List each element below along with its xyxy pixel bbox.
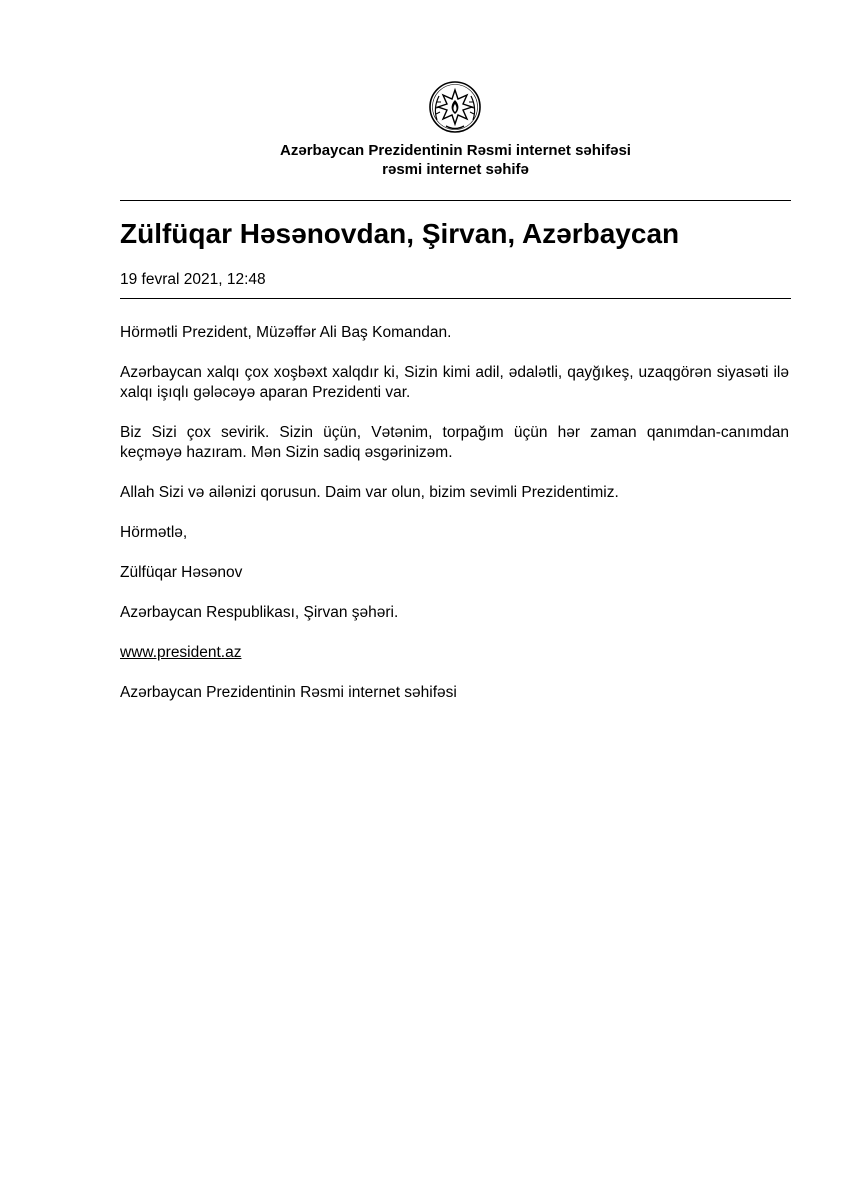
author-name: Zülfüqar Həsənov bbox=[120, 564, 243, 581]
site-header bbox=[120, 141, 791, 179]
article-title: Zülfüqar Həsənovdan, Şirvan, Azərbaycan bbox=[120, 218, 680, 249]
azerbaijan-state-emblem-icon bbox=[427, 80, 483, 136]
website-link[interactable]: www.president.az bbox=[120, 644, 242, 661]
top-divider bbox=[120, 200, 791, 201]
body-paragraph: Azərbaycan xalqı çox xoşbəxt xalqdır ki, Sizin kimi adil, ədalətli, qayğıkeş, uzaqgörən siyasəti ilə xalqı işıqlı gələcəyə aparan Prezidenti var. bbox=[120, 364, 789, 401]
article-date: 19 fevral 2021, 12:48 bbox=[120, 271, 266, 288]
site-subtitle: rəsmi internet səhifə bbox=[382, 161, 529, 178]
article-body bbox=[120, 323, 789, 723]
body-paragraph: Allah Sizi və ailənizi qorusun. Daim var olun, bizim sevimli Prezidentimiz. bbox=[120, 484, 619, 501]
author-location: Azərbaycan Respublikası, Şirvan şəhəri. bbox=[120, 604, 399, 621]
footer-source: Azərbaycan Prezidentinin Rəsmi internet səhifəsi bbox=[120, 684, 457, 701]
site-name: Azərbaycan Prezidentinin Rəsmi internet səhifəsi bbox=[280, 142, 631, 159]
body-paragraph: Biz Sizi çox sevirik. Sizin üçün, Vətənim, torpağım üçün hər zaman qanımdan-canımdan keçməyə hazıram. Mən Sizin sadiq əsgərinizəm. bbox=[120, 424, 789, 461]
greeting-paragraph: Hörmətli Prezident, Müzəffər Ali Baş Komandan. bbox=[120, 324, 452, 341]
closing-salutation: Hörmətlə, bbox=[120, 524, 188, 541]
header-divider bbox=[120, 298, 791, 299]
